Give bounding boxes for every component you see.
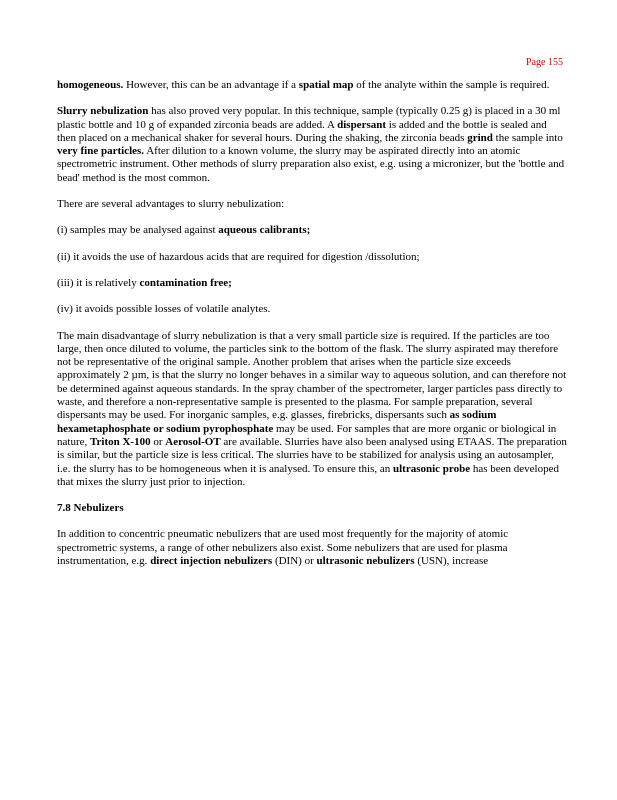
paragraph-advantages-intro: There are several advantages to slurry nebulization: (57, 198, 285, 211)
paragraph-spatial-map: homogeneous. However, this can be an advantage if a spatial map of the analyte within the sample is required. (57, 79, 550, 91)
list-item-advantage-4: (iv) it avoids possible losses of volatile analytes. (57, 303, 271, 316)
document-body (57, 79, 567, 581)
section-heading-nebulizers: 7.8 Nebulizers (57, 502, 124, 515)
page-number: Page 155 (526, 57, 563, 68)
list-item-advantage-3: (iii) it is relatively contamination free; (57, 276, 232, 289)
paragraph-slurry-nebulization: Slurry nebulization has also proved very popular. In this technique, sample (typically 0.25 g) is placed in a 30 ml plastic bottle and 10 g of expanded zirconia beads are added. A dispersant is added and the bottle is sealed and then placed on a mechanical shaker for several hours. During the shaking, the zirconia beads grind the sample into very fine particles. After dilution to a known volume, the slurry may be aspirated directly into an atomic spectrometric instrument. Other methods of slurry preparation also exist, e.g. using a micronizer, but the 'bottle and bead' method is the most common. (57, 105, 565, 184)
paragraph-disadvantage: The main disadvantage of slurry nebulization is that a very small particle size is required. If the particles are too large, then once diluted to volume, the particles sink to the bottom of the flask. The slurry aspirated may therefore not be representative of the original sample. Another problem that arises when the particle size exceeds approximately 2 µm, is that the slurry no longer behaves in a similar way to aqueous solution, and can therefore not be determined against aqueous standards. In the spray chamber of the spectrometer, larger particles pass directly to waste, and therefore a non-representative sample is presented to the plasma. For sample preparation, several dispersants may be used. For inorganic samples, e.g. glasses, firebricks, dispersants such as sodium hexametaphosphate or sodium pyrophosphate may be used. For samples that are more organic or biological in nature, Triton X-100 or Aerosol-OT are available. Slurries have also been analysed using ETAAS. The preparation is similar, but the particle size is less critical. The slurries have to be stabilized for analysis using an autosampler, i.e. the slurry has to be homogeneous when it is analysed. To ensure this, an ultrasonic probe has been developed that mixes the slurry just prior to injection. (57, 329, 567, 488)
list-item-advantage-1: (i) samples may be analysed against aqueous calibrants; (57, 224, 311, 237)
paragraph-nebulizers: In addition to concentric pneumatic nebulizers that are used most frequently for the majority of atomic spectrometric systems, a range of other nebulizers also exist. Some nebulizers that are used for plasma instrumentation, e.g. direct injection nebulizers (DIN) or ultrasonic nebulizers (USN), increase (57, 528, 509, 568)
list-item-advantage-2: (ii) it avoids the use of hazardous acids that are required for digestion /dissolution; (57, 250, 420, 263)
